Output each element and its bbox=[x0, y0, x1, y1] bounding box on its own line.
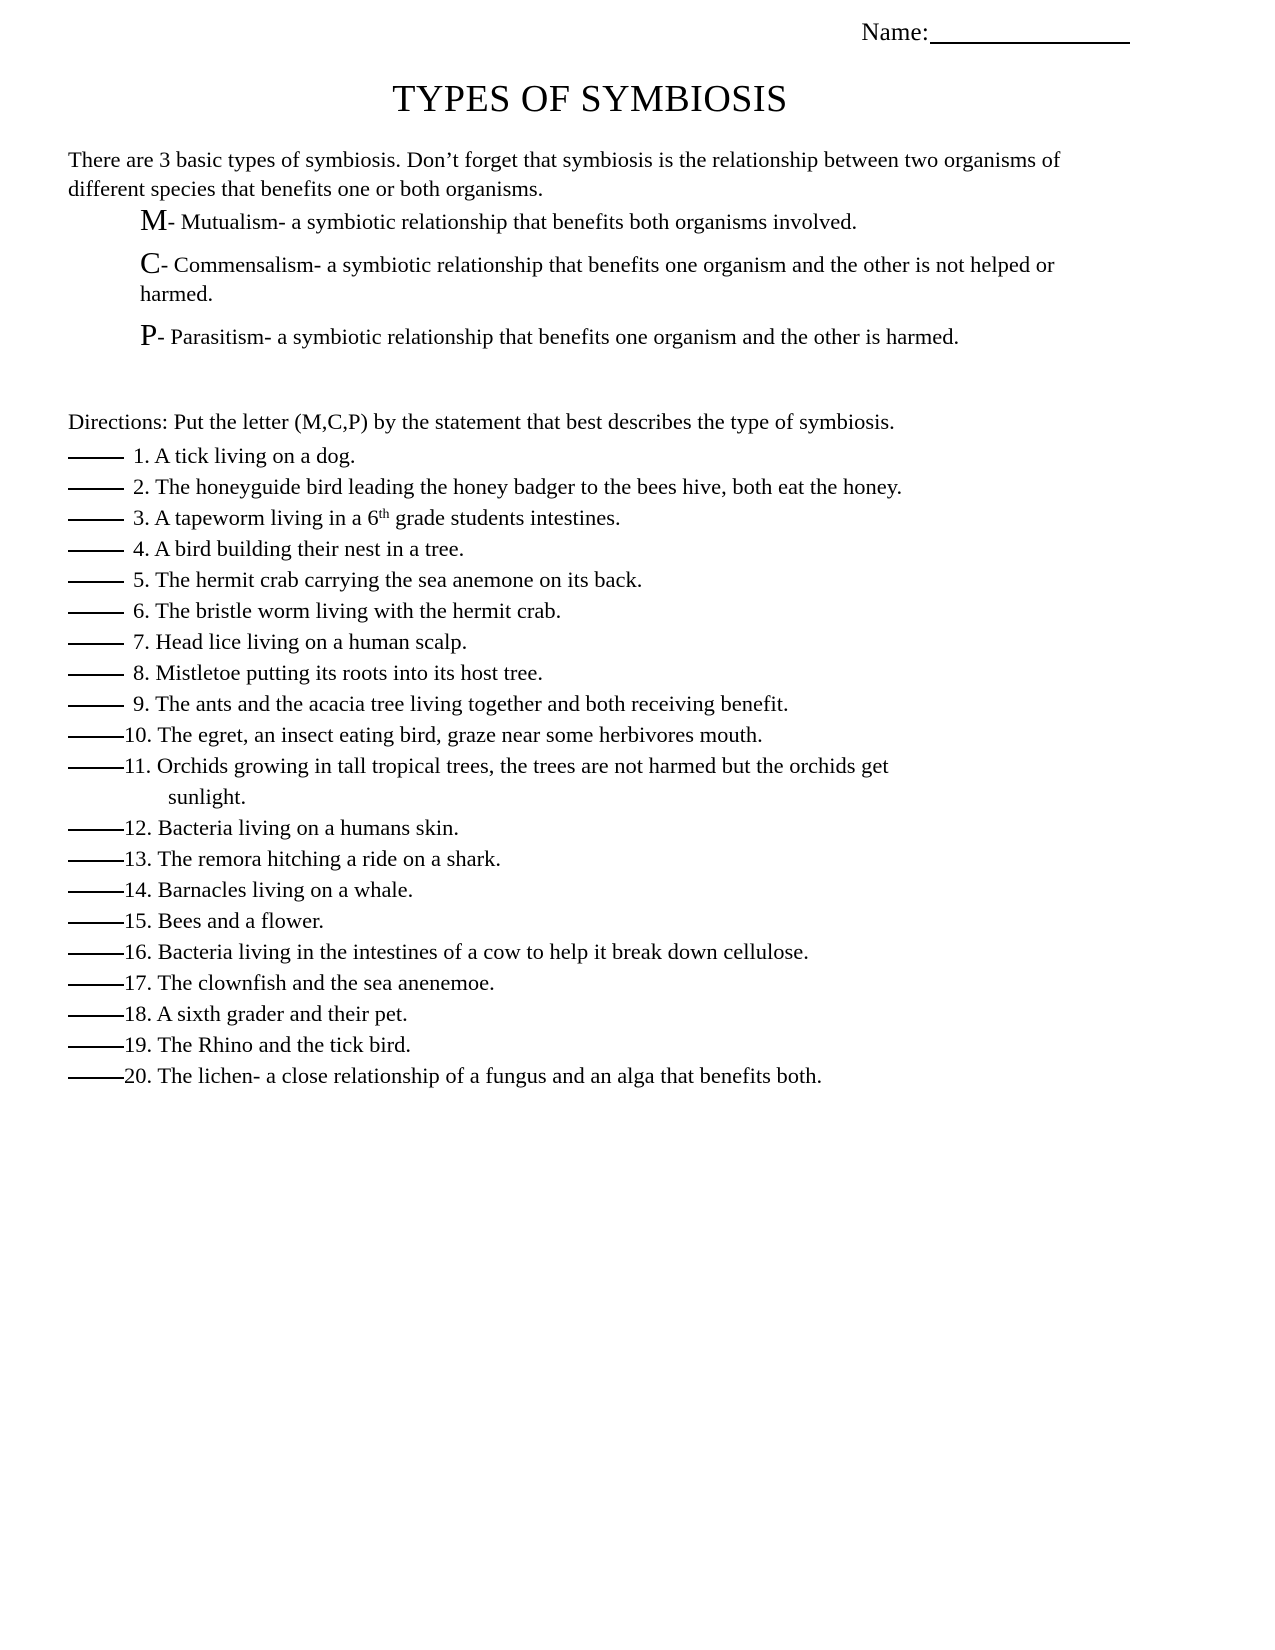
definition-letter-c: C bbox=[140, 245, 161, 280]
definition-letter-m: M bbox=[140, 202, 168, 237]
name-field-row bbox=[0, 18, 1130, 48]
question-number: 15. bbox=[124, 908, 158, 933]
ordinal-superscript: th bbox=[378, 506, 390, 522]
question-text: The clownfish and the sea anenemoe. bbox=[157, 970, 495, 995]
definitions-list bbox=[140, 202, 1130, 352]
answer-blank-input[interactable] bbox=[68, 736, 124, 738]
answer-blank-input[interactable] bbox=[68, 550, 124, 552]
question-item bbox=[68, 533, 1138, 564]
answer-blank-input[interactable] bbox=[68, 1046, 124, 1048]
answer-blank-input[interactable] bbox=[68, 581, 124, 583]
question-text: Barnacles living on a whale. bbox=[157, 877, 414, 902]
name-label: Name: bbox=[861, 19, 929, 46]
definition-commensalism bbox=[140, 245, 1130, 308]
question-number: 9. bbox=[133, 691, 156, 716]
answer-blank-input[interactable] bbox=[68, 1015, 124, 1017]
question-text: The remora hitching a ride on a shark. bbox=[157, 846, 501, 871]
answer-blank-input[interactable] bbox=[68, 860, 124, 862]
question-number: 18. bbox=[124, 1001, 157, 1026]
answer-blank-input[interactable] bbox=[68, 984, 124, 986]
question-item bbox=[68, 905, 1138, 936]
question-item bbox=[68, 1060, 1138, 1091]
question-number: 20. bbox=[124, 1063, 158, 1088]
question-text: The Rhino and the tick bird. bbox=[157, 1032, 412, 1057]
question-number: 10. bbox=[124, 722, 158, 747]
question-text: The honeyguide bird leading the honey badger to the bees hive, both eat the honey. bbox=[155, 474, 903, 499]
answer-blank-input[interactable] bbox=[68, 891, 124, 893]
definition-parasitism bbox=[140, 317, 1130, 352]
question-text: The egret, an insect eating bird, graze near some herbivores mouth. bbox=[157, 722, 763, 747]
answer-blank-input[interactable] bbox=[68, 829, 124, 831]
question-text: Head lice living on a human scalp. bbox=[155, 629, 468, 654]
question-text: Bees and a flower. bbox=[157, 908, 324, 933]
intro-paragraph: There are 3 basic types of symbiosis. Don’t forget that symbiosis is the relationship between two organisms of different species that benefits one or both organisms. bbox=[68, 146, 1061, 201]
answer-blank-input[interactable] bbox=[68, 1077, 124, 1079]
question-number: 19. bbox=[124, 1032, 158, 1057]
question-text: Mistletoe putting its roots into its host tree. bbox=[155, 660, 543, 685]
name-blank-input[interactable] bbox=[930, 42, 1130, 44]
question-number: 11. bbox=[124, 753, 157, 778]
question-item bbox=[68, 843, 1138, 874]
question-item bbox=[68, 657, 1138, 688]
directions-text: Directions: Put the letter (M,C,P) by the statement that best describes the type of symbiosis. bbox=[68, 408, 895, 434]
answer-blank-input[interactable] bbox=[68, 922, 124, 924]
answer-blank-input[interactable] bbox=[68, 674, 124, 676]
question-number: 4. bbox=[133, 536, 155, 561]
question-item bbox=[68, 967, 1138, 998]
answer-blank-input[interactable] bbox=[68, 488, 124, 490]
question-item bbox=[68, 750, 1138, 812]
answer-blank-input[interactable] bbox=[68, 953, 124, 955]
question-number: 14. bbox=[124, 877, 158, 902]
question-number: 8. bbox=[133, 660, 156, 685]
definition-text-m: - Mutualism- a symbiotic relationship that benefits both organisms involved. bbox=[167, 209, 858, 234]
question-item bbox=[68, 440, 1138, 471]
question-text: A sixth grader and their pet. bbox=[156, 1001, 408, 1026]
question-item bbox=[68, 564, 1138, 595]
answer-blank-input[interactable] bbox=[68, 705, 124, 707]
question-item bbox=[68, 626, 1138, 657]
question-item bbox=[68, 719, 1138, 750]
question-item bbox=[68, 1029, 1138, 1060]
question-number: 7. bbox=[133, 629, 156, 654]
question-number: 2. bbox=[133, 474, 156, 499]
question-number: 17. bbox=[124, 970, 158, 995]
question-number: 13. bbox=[124, 846, 158, 871]
question-text: The bristle worm living with the hermit crab. bbox=[155, 598, 562, 623]
question-number: 16. bbox=[124, 939, 158, 964]
question-text: Bacteria living on a humans skin. bbox=[157, 815, 459, 840]
question-number: 1. bbox=[133, 443, 155, 468]
question-number: 5. bbox=[133, 567, 156, 592]
question-text: Bacteria living in the intestines of a cow to help it break down cellulose. bbox=[157, 939, 809, 964]
question-item bbox=[68, 688, 1138, 719]
definition-letter-p: P bbox=[140, 317, 158, 352]
definition-mutualism bbox=[140, 202, 1130, 237]
question-list bbox=[68, 440, 1138, 1091]
question-text: A bird building their nest in a tree. bbox=[154, 536, 465, 561]
question-text: The hermit crab carrying the sea anemone on its back. bbox=[155, 567, 643, 592]
question-item bbox=[68, 812, 1138, 843]
question-item bbox=[68, 874, 1138, 905]
question-item bbox=[68, 502, 1138, 533]
question-text: Orchids growing in tall tropical trees, the trees are not harmed but the orchids get bbox=[156, 753, 889, 778]
question-item bbox=[68, 998, 1138, 1029]
question-number: 6. bbox=[133, 598, 156, 623]
page-title: TYPES OF SYMBIOSIS bbox=[392, 78, 788, 121]
question-text: A tick living on a dog. bbox=[154, 443, 356, 468]
answer-blank-input[interactable] bbox=[68, 643, 124, 645]
question-text-continuation: sunlight. bbox=[168, 784, 247, 809]
question-item bbox=[68, 471, 1138, 502]
answer-blank-input[interactable] bbox=[68, 767, 124, 769]
answer-blank-input[interactable] bbox=[68, 457, 124, 459]
question-number: 3. bbox=[133, 505, 155, 530]
answer-blank-input[interactable] bbox=[68, 519, 124, 521]
question-item bbox=[68, 936, 1138, 967]
definition-text-c: - Commensalism- a symbiotic relationship that benefits one organism and the other is not helped or harmed. bbox=[140, 252, 1055, 306]
question-text: The lichen- a close relationship of a fungus and an alga that benefits both. bbox=[157, 1063, 823, 1088]
definition-text-p: - Parasitism- a symbiotic relationship that benefits one organism and the other is harmed. bbox=[157, 324, 960, 349]
question-number: 12. bbox=[124, 815, 158, 840]
question-text: The ants and the acacia tree living together and both receiving benefit. bbox=[155, 691, 789, 716]
question-text: A tapeworm living in a 6th grade students intestines. bbox=[154, 505, 621, 530]
answer-blank-input[interactable] bbox=[68, 612, 124, 614]
question-item bbox=[68, 595, 1138, 626]
